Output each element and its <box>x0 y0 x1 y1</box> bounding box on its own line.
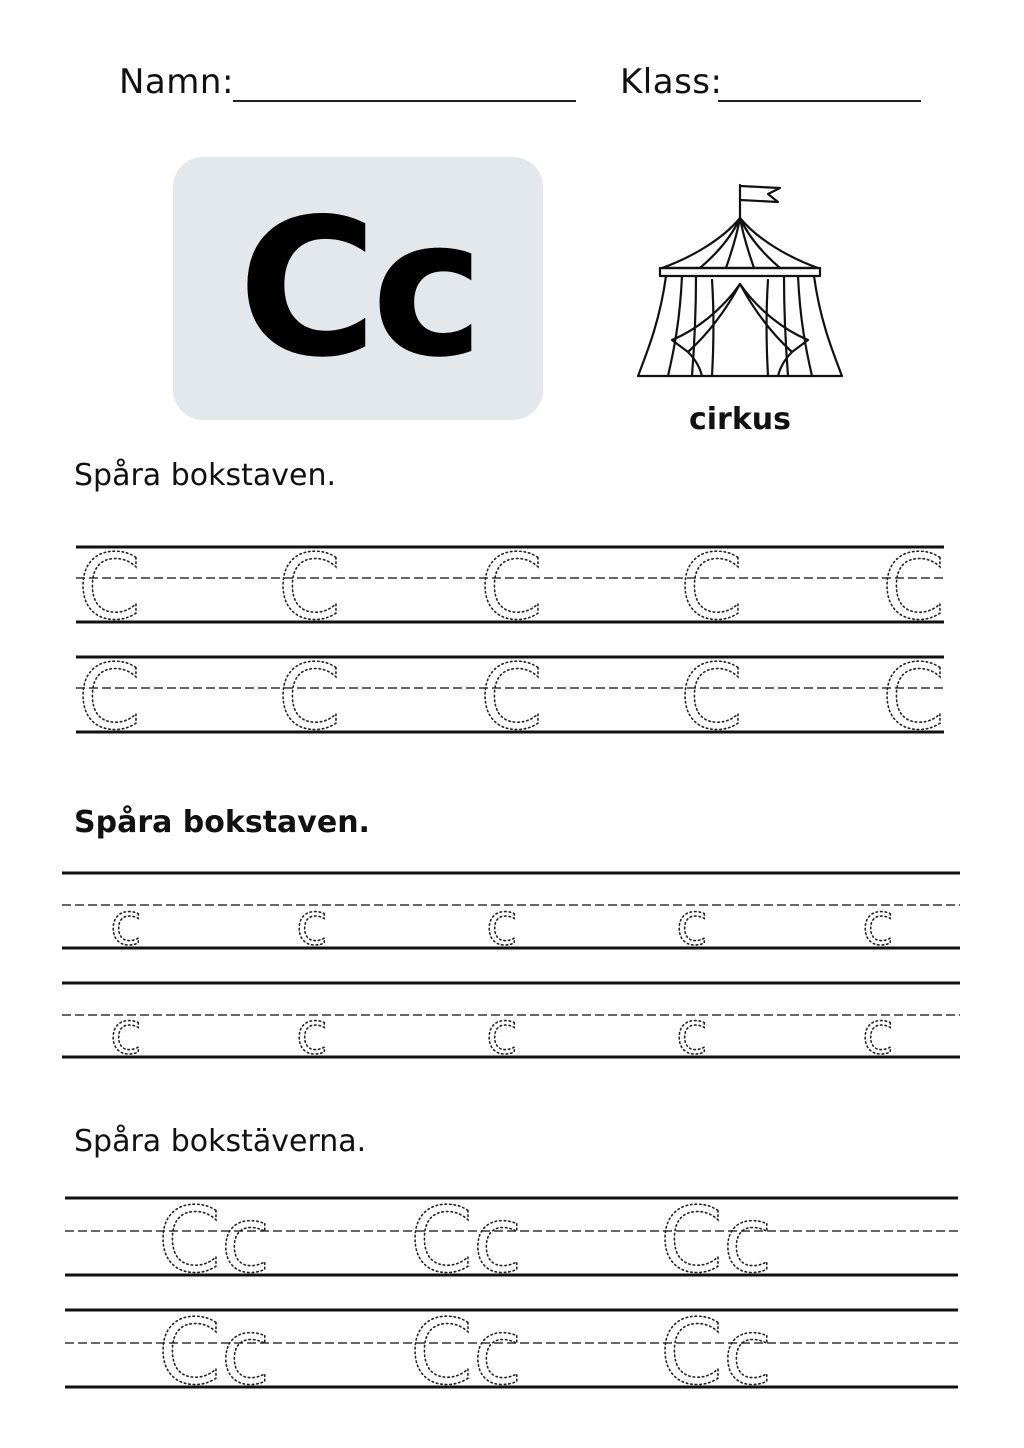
trace-letter: Cc <box>158 1188 271 1293</box>
trace-letter: c <box>486 999 518 1067</box>
section-1-instruction: Spåra bokstaven. <box>74 458 337 493</box>
name-label: Namn: <box>119 62 234 102</box>
trace-letter: C <box>680 535 743 640</box>
trace-letter: c <box>486 890 518 958</box>
trace-letter: C <box>882 535 945 640</box>
trace-letter: c <box>862 890 894 958</box>
trace-letter: c <box>862 999 894 1067</box>
trace-letter: C <box>78 645 141 750</box>
trace-letter: C <box>278 645 341 750</box>
trace-letter: C <box>78 535 141 640</box>
trace-letter: c <box>676 890 708 958</box>
trace-letter: c <box>110 890 142 958</box>
trace-letter: Cc <box>660 1300 773 1405</box>
trace-letter: c <box>296 890 328 958</box>
trace-letter: Cc <box>660 1188 773 1293</box>
featured-letter: Cc <box>237 177 479 399</box>
trace-letter: Cc <box>410 1188 523 1293</box>
trace-letter: Cc <box>158 1300 271 1405</box>
trace-letter: C <box>882 645 945 750</box>
trace-letter: C <box>480 535 543 640</box>
section-3-instruction: Spåra bokstäverna. <box>74 1124 367 1159</box>
section-2-instruction: Spåra bokstaven. <box>74 805 370 840</box>
trace-letter: c <box>110 999 142 1067</box>
trace-letter: Cc <box>410 1300 523 1405</box>
trace-letter: C <box>278 535 341 640</box>
trace-letter: C <box>480 645 543 750</box>
trace-letter: c <box>296 999 328 1067</box>
picture-word: cirkus <box>688 402 792 437</box>
class-label: Klass: <box>620 62 723 102</box>
trace-letter: C <box>680 645 743 750</box>
trace-letter: c <box>676 999 708 1067</box>
